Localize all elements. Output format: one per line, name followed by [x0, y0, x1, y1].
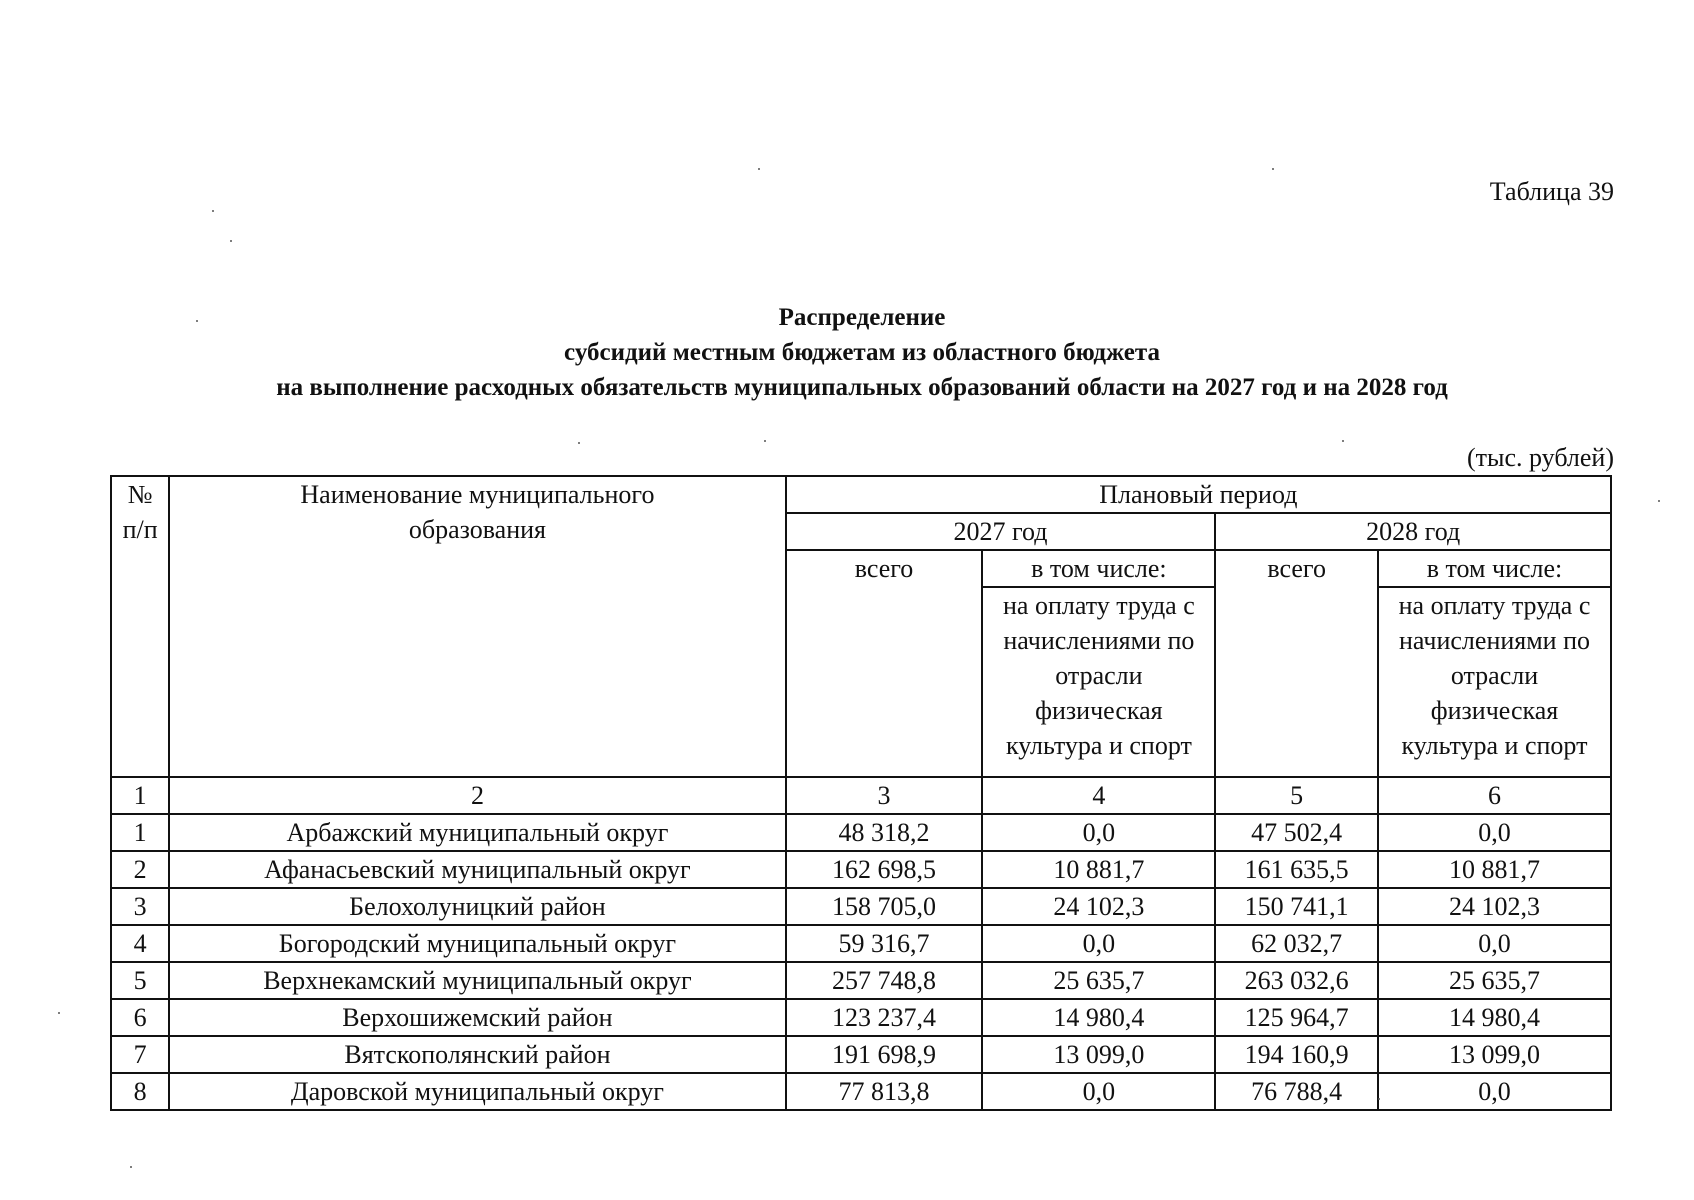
row-sport-2028: 24 102,3: [1378, 888, 1611, 925]
column-number-row: [111, 777, 1611, 814]
row-sport-2028: 0,0: [1378, 814, 1611, 851]
header-num-label: № п/п: [122, 480, 158, 544]
column-number: 2: [169, 777, 785, 814]
scan-speck: [1342, 440, 1344, 442]
row-num: 3: [111, 888, 169, 925]
header-year-2027: 2027 год: [786, 513, 1216, 550]
row-total-2027: 158 705,0: [786, 888, 983, 925]
header-including-2027: в том числе:: [982, 550, 1215, 587]
row-sport-2027: 24 102,3: [982, 888, 1215, 925]
row-sport-2027: 10 881,7: [982, 851, 1215, 888]
table-row: [111, 888, 1611, 925]
row-sport-2027: 13 099,0: [982, 1036, 1215, 1073]
header-including-2028: в том числе:: [1378, 550, 1611, 587]
header-sport-2028: на оплату труда с начислениями по отрасли физическая культура и спорт: [1378, 587, 1611, 777]
scan-speck: [130, 1166, 132, 1168]
table-row: [111, 1073, 1611, 1110]
row-sport-2027: 14 980,4: [982, 999, 1215, 1036]
header-name: [169, 476, 785, 777]
row-total-2028: 125 964,7: [1215, 999, 1378, 1036]
row-total-2028: 62 032,7: [1215, 925, 1378, 962]
header-num: [111, 476, 169, 777]
header-total-2028: всего: [1215, 550, 1378, 777]
row-sport-2027: 0,0: [982, 1073, 1215, 1110]
scan-speck: [758, 168, 760, 170]
row-total-2028: 47 502,4: [1215, 814, 1378, 851]
row-total-2027: 77 813,8: [786, 1073, 983, 1110]
units-label: (тыс. рублей): [1466, 443, 1614, 472]
row-name: Арбажский муниципальный округ: [169, 814, 785, 851]
row-sport-2028: 0,0: [1378, 1073, 1611, 1110]
row-total-2027: 59 316,7: [786, 925, 983, 962]
table-number: Таблица 39: [1489, 177, 1614, 206]
column-number: 5: [1215, 777, 1378, 814]
title-line-2: субсидий местным бюджетам из областного бюджета: [564, 339, 1160, 366]
header-sport-2027: на оплату труда с начислениями по отрасли физическая культура и спорт: [982, 587, 1215, 777]
row-name: Вятскополянский район: [169, 1036, 785, 1073]
row-sport-2027: 0,0: [982, 814, 1215, 851]
row-name: Богородский муниципальный округ: [169, 925, 785, 962]
row-total-2028: 194 160,9: [1215, 1036, 1378, 1073]
row-num: 2: [111, 851, 169, 888]
header-year-2028: 2028 год: [1215, 513, 1611, 550]
row-sport-2027: 0,0: [982, 925, 1215, 962]
scan-speck: [764, 440, 766, 442]
document-title: [0, 300, 1694, 405]
scan-speck: [1378, 1098, 1380, 1100]
row-num: 7: [111, 1036, 169, 1073]
row-name: Афанасьевский муниципальный округ: [169, 851, 785, 888]
subsidy-table: [110, 475, 1612, 1111]
row-num: 6: [111, 999, 169, 1036]
row-num: 1: [111, 814, 169, 851]
table-row: [111, 851, 1611, 888]
scan-speck: [212, 210, 214, 212]
column-number: 6: [1378, 777, 1611, 814]
row-total-2028: 263 032,6: [1215, 962, 1378, 999]
column-number: 4: [982, 777, 1215, 814]
header-total-2027: всего: [786, 550, 983, 777]
scan-speck: [578, 442, 580, 444]
row-total-2028: 161 635,5: [1215, 851, 1378, 888]
title-line-3: на выполнение расходных обязательств муниципальных образований области на 2027 год и на 2028 год: [276, 374, 1448, 401]
table-row: [111, 814, 1611, 851]
row-name: Верхошижемский район: [169, 999, 785, 1036]
row-name: Верхнекамский муниципальный округ: [169, 962, 785, 999]
row-total-2028: 76 788,4: [1215, 1073, 1378, 1110]
row-total-2027: 162 698,5: [786, 851, 983, 888]
row-sport-2027: 25 635,7: [982, 962, 1215, 999]
row-total-2028: 150 741,1: [1215, 888, 1378, 925]
row-total-2027: 257 748,8: [786, 962, 983, 999]
row-sport-2028: 14 980,4: [1378, 999, 1611, 1036]
row-total-2027: 191 698,9: [786, 1036, 983, 1073]
scan-speck: [230, 240, 232, 242]
row-num: 4: [111, 925, 169, 962]
table-row: [111, 925, 1611, 962]
row-sport-2028: 0,0: [1378, 925, 1611, 962]
row-num: 8: [111, 1073, 169, 1110]
table-row: [111, 999, 1611, 1036]
row-sport-2028: 10 881,7: [1378, 851, 1611, 888]
row-sport-2028: 13 099,0: [1378, 1036, 1611, 1073]
scan-speck: [1658, 500, 1660, 502]
header-period: Плановый период: [786, 476, 1611, 513]
column-number: 1: [111, 777, 169, 814]
header-name-label: Наименование муниципального образования: [300, 480, 655, 544]
scan-speck: [196, 320, 198, 322]
row-total-2027: 123 237,4: [786, 999, 983, 1036]
scan-speck: [1272, 168, 1274, 170]
table-row: [111, 1036, 1611, 1073]
column-number: 3: [786, 777, 983, 814]
row-num: 5: [111, 962, 169, 999]
row-total-2027: 48 318,2: [786, 814, 983, 851]
row-name: Даровской муниципальный округ: [169, 1073, 785, 1110]
row-sport-2028: 25 635,7: [1378, 962, 1611, 999]
row-name: Белохолуницкий район: [169, 888, 785, 925]
scan-speck: [58, 1012, 60, 1014]
title-line-1: Распределение: [778, 304, 946, 331]
table-row: [111, 962, 1611, 999]
